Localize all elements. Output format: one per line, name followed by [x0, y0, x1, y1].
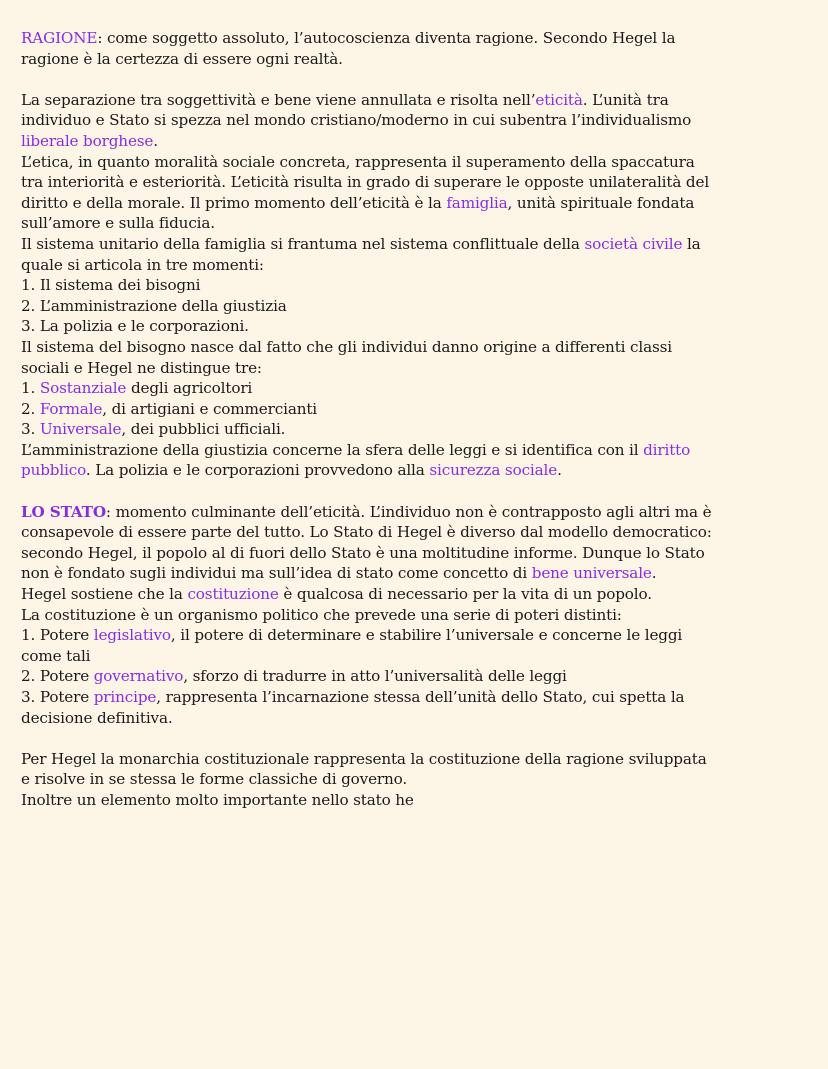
highlighted-term: famiglia — [446, 193, 508, 212]
text-run: 3. — [21, 420, 40, 439]
text-line — [21, 460, 808, 481]
highlighted-term: Sostanziale — [39, 379, 127, 398]
text-run: diritto e della morale. Il primo momento dell’eticità è la — [21, 193, 447, 212]
text-run: Per Hegel la monarchia costituzionale rappresenta la costituzione della ragione sviluppata — [21, 749, 707, 768]
text-run: ragione è la certezza di essere ogni realtà. — [21, 49, 343, 68]
text-run: L’etica, in quanto moralità sociale concreta, rappresenta il superamento della spaccatura — [21, 152, 695, 171]
text-run: 1. — [21, 379, 40, 398]
highlighted-term: Formale — [39, 399, 103, 418]
text-run: , unità spirituale fondata — [507, 193, 695, 212]
text-run: , il potere di determinare e stabilire l’universale e concerne le leggi — [170, 626, 683, 645]
text-line — [21, 110, 808, 131]
text-run: . — [651, 564, 657, 583]
text-line — [21, 440, 808, 461]
highlighted-term: diritto — [643, 440, 691, 459]
text-run: come tali — [21, 646, 91, 665]
text-line — [21, 605, 808, 626]
highlighted-term: pubblico — [21, 461, 86, 480]
text-run: . — [153, 131, 158, 150]
text-run: è qualcosa di necessario per la vita di un popolo. — [278, 585, 652, 604]
text-run: , di artigiani e commercianti — [102, 399, 318, 418]
highlighted-term: bene universale — [531, 564, 652, 583]
text-line — [21, 213, 808, 234]
text-line — [21, 28, 808, 49]
text-run: . La polizia e le corporazioni provvedono alla — [85, 461, 430, 480]
paragraph-gap — [21, 69, 808, 90]
text-run: Il sistema del bisogno nasce dal fatto che gli individui danno origine a differenti classi — [21, 337, 672, 356]
highlighted-term: sicurezza sociale — [429, 461, 558, 480]
text-line — [21, 255, 808, 276]
highlighted-term: eticità — [535, 90, 583, 109]
text-line — [21, 687, 808, 708]
text-run: Il sistema unitario della famiglia si frantuma nel sistema conflittuale della — [21, 234, 585, 253]
text-run: L’amministrazione della giustizia concerne la sfera delle leggi e si identifica con il — [21, 440, 644, 459]
text-run: degli agricoltori — [126, 379, 253, 398]
text-line — [21, 399, 808, 420]
text-line — [21, 790, 808, 811]
text-line — [21, 522, 808, 543]
text-line — [21, 358, 808, 379]
text-run: sull’amore e sulla fiducia. — [21, 214, 215, 233]
text-line — [21, 234, 808, 255]
text-run: secondo Hegel, il popolo al di fuori dello Stato è una moltitudine informe. Dunque lo Stato — [21, 543, 705, 562]
text-line — [21, 666, 808, 687]
text-run: 2. — [21, 399, 40, 418]
text-run: . — [557, 461, 562, 480]
text-line — [21, 419, 808, 440]
text-line — [21, 131, 808, 152]
text-line — [21, 584, 808, 605]
section-heading: LO STATO — [21, 502, 106, 521]
text-run: tra interiorità e esteriorità. L’eticità risulta in grado di superare le opposte unilateralità del — [21, 173, 710, 192]
text-line — [21, 543, 808, 564]
text-run: 2. L’amministrazione della giustizia — [21, 296, 287, 315]
text-run: Inoltre un elemento molto importante nello stato he — [21, 790, 414, 809]
text-line — [21, 502, 808, 523]
text-run: decisione definitiva. — [21, 708, 173, 727]
text-run: 3. Potere — [21, 688, 94, 706]
text-line — [21, 49, 808, 70]
text-run: consapevole di essere parte del tutto. Lo Stato di Hegel è diverso dal modello democratico: — [21, 523, 712, 542]
highlighted-term: liberale borghese — [21, 131, 154, 150]
text-line — [21, 152, 808, 173]
text-run: individuo e Stato si spezza nel mondo cristiano/moderno in cui subentra l’individualismo — [21, 111, 692, 130]
text-run: , sforzo di tradurre in atto l’universalità delle leggi — [183, 667, 567, 686]
text-run: , dei pubblici ufficiali. — [121, 420, 286, 439]
text-run: sociali e Hegel ne distingue tre: — [21, 358, 262, 377]
highlighted-term: costituzione — [187, 585, 279, 604]
text-line — [21, 337, 808, 358]
text-line — [21, 296, 808, 317]
text-run: 2. Potere — [21, 667, 94, 686]
text-line — [21, 708, 808, 729]
text-run: e risolve in se stessa le forme classiche di governo. — [21, 770, 408, 789]
text-line — [21, 172, 808, 193]
document-body — [21, 28, 808, 811]
text-run: , rappresenta l’incarnazione stessa dell’unità dello Stato, cui spetta la — [156, 688, 685, 706]
text-line — [21, 378, 808, 399]
paragraph-gap — [21, 481, 808, 502]
text-line — [21, 625, 808, 646]
text-line — [21, 769, 808, 790]
text-line — [21, 563, 808, 584]
paragraph-gap — [21, 728, 808, 749]
text-line — [21, 749, 808, 770]
text-run: : come soggetto assoluto, l’autocoscienza diventa ragione. Secondo Hegel la — [97, 29, 676, 47]
text-line — [21, 316, 808, 337]
text-run: 1. Il sistema dei bisogni — [21, 276, 201, 295]
highlighted-term: RAGIONE — [21, 29, 98, 47]
highlighted-term: Universale — [39, 420, 122, 439]
text-run: Hegel sostiene che la — [21, 585, 188, 604]
text-run: la — [682, 234, 701, 253]
highlighted-term: legislativo — [93, 626, 171, 645]
highlighted-term: governativo — [93, 667, 184, 686]
text-run: La costituzione è un organismo politico che prevede una serie di poteri distinti: — [21, 605, 622, 624]
text-run: : momento culminante dell’eticità. L’individuo non è contrapposto agli altri ma è — [105, 502, 712, 521]
text-line — [21, 275, 808, 296]
text-line — [21, 90, 808, 111]
highlighted-term: principe — [93, 688, 157, 706]
highlighted-term: società civile — [584, 234, 683, 253]
text-run: 3. La polizia e le corporazioni. — [21, 317, 249, 336]
text-run: quale si articola in tre momenti: — [21, 255, 264, 274]
text-run: 1. Potere — [21, 626, 94, 645]
text-run: . L’unità tra — [582, 90, 669, 109]
text-line — [21, 193, 808, 214]
text-run: non è fondato sugli individui ma sull’idea di stato come concetto di — [21, 564, 532, 583]
text-line — [21, 646, 808, 667]
text-run: La separazione tra soggettività e bene viene annullata e risolta nell’ — [21, 90, 536, 109]
